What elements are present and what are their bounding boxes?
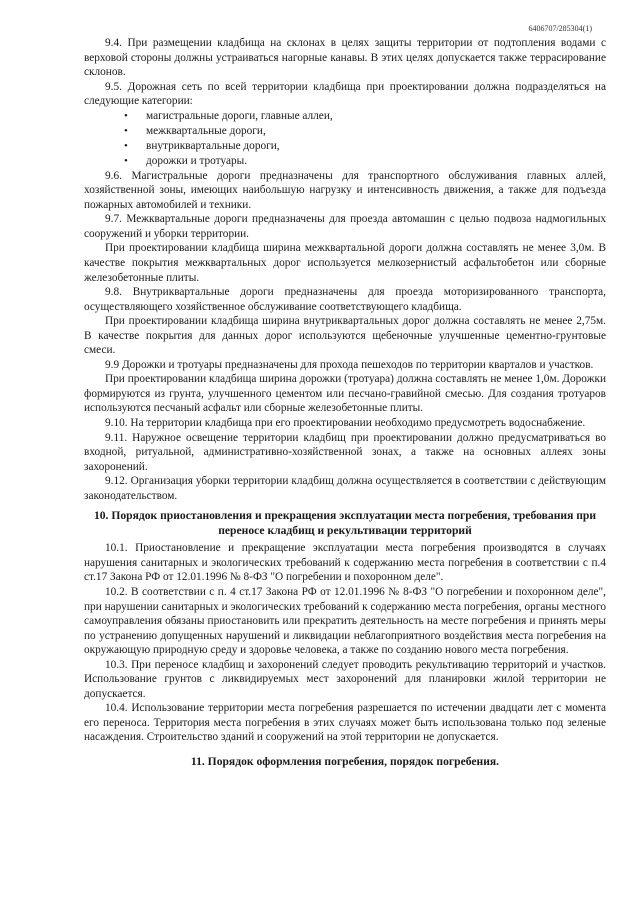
paragraph-9-10: 9.10. На территории кладбища при его проектировании необходимо предусмотреть водоснабжение. xyxy=(105,417,586,430)
paragraph-9-6: 9.6. Магистральные дороги предназначены для транспортного обслуживания главных аллей, хозяйственной зоны, имеющих наибольшую нагрузку и интенсивность движения, а также для подъезда пожарных автомобилей и техники. xyxy=(84,169,606,211)
paragraph-10-2: 10.2. В соответствии с п. 4 ст.17 Закона РФ от 12.01.1996 № 8-ФЗ "О погребении и похоронном деле", при нарушении санитарных и экологических требований к содержанию места погребения, органы местного самоуправления обязаны приостановить или прекратить деятельность на месте погребения и принять меры по устранению допущенных нарушений и ликвидации неблагоприятного воздействия места погребения на окружающую природную среду и здоровье человека, а также по созданию нового места погребения. xyxy=(84,585,606,657)
paragraph-9-8: 9.8. Внутриквартальные дороги предназначены для проезда моторизированного транспорта, осуществляющего хозяйственное обслуживание соответствующего кладбища. xyxy=(84,286,606,313)
paragraph-9-7-width: При проектировании кладбища ширина межквартальной дороги должна составлять не менее 3,0м. В качестве покрытия межквартальных дорог используется мелкозернистый асфальтобетон или сборные железобетонные плиты. xyxy=(84,242,606,284)
section-heading-10: 10. Порядок приостановления и прекращения эксплуатации места погребения, требования при переносе кладбищ и рекультивации территорий xyxy=(93,509,597,537)
paragraph-9-12: 9.12. Организация уборки территории кладбищ должна осуществляется в соответствии с действующим законодательством. xyxy=(84,475,606,502)
paragraph-9-11: 9.11. Наружное освещение территории кладбищ при проектировании должно предусматриваться во входной, ритуальной, административно-хозяйственной зонах, а также на основных аллеях зоны захоронений. xyxy=(84,431,606,473)
paragraph-9-7: 9.7. Межквартальные дороги предназначены для проезда автомашин с целью подвоза надмогильных сооружений и уборки территории. xyxy=(84,213,606,240)
list-item: • магистральные дороги, главные аллеи, xyxy=(146,109,606,124)
paragraph-9-4: 9.4. При размещении кладбища на склонах в целях защиты территории от подтопления водами с верховой стороны должны устраиваться нагорные канавы. В этих целях допускается также террасирование склонов. xyxy=(84,37,606,79)
road-category-list xyxy=(84,109,606,169)
list-item: • внутриквартальные дороги, xyxy=(146,139,606,154)
document-body xyxy=(84,36,606,772)
list-item: • дорожки и тротуары. xyxy=(146,154,606,169)
paragraph-9-8-width: При проектировании кладбища ширина внутриквартальных дорог должна составлять не менее 2,75м. В качестве покрытия для данных дорог используются щебеночные улучшенные цементно-грунтовые смеси. xyxy=(84,315,606,357)
paragraph-10-1: 10.1. Приостановление и прекращение эксплуатации места погребения производятся в случаях нарушения санитарных и экологических требований к содержанию места погребения в соответствии с п.4 ст.17 Закона РФ от 12.01.1996 № 8-ФЗ "О погребении и похоронном деле". xyxy=(84,542,606,584)
paragraph-10-3: 10.3. При переносе кладбищ и захоронений следует проводить рекультивацию территорий и участков. Использование грунтов с ликвидируемых мест захоронений для планировки жилой территории не допускается. xyxy=(84,658,606,700)
list-item: • межквартальные дороги, xyxy=(146,124,606,139)
section-heading-11: 11. Порядок оформления погребения, порядок погребения. xyxy=(190,754,500,768)
paragraph-9-9: 9.9 Дорожки и тротуары предназначены для прохода пешеходов по территории кварталов и участков. xyxy=(105,358,594,371)
paragraph-10-4: 10.4. Использование территории места погребения разрешается по истечении двадцати лет с момента его переноса. Территория места погребения в этих случаях может быть использована только под зеленые насаждения. Строительство зданий и сооружений на этой территории не допускается. xyxy=(84,702,606,744)
paragraph-9-5: 9.5. Дорожная сеть по всей территории кладбища при проектировании должна подразделяться на следующие категории: xyxy=(84,80,606,108)
document-id: 6406707/285304(1) xyxy=(528,24,592,33)
paragraph-9-9-width: При проектировании кладбища ширина дорожки (тротуара) должна составлять не менее 1,0м. Дорожки формируются из грунта, улучшенного цементом или песчано-гравийной смесью. Для создания тротуаров используются песчаный асфальт или сборные железобетонные плиты. xyxy=(84,373,606,415)
